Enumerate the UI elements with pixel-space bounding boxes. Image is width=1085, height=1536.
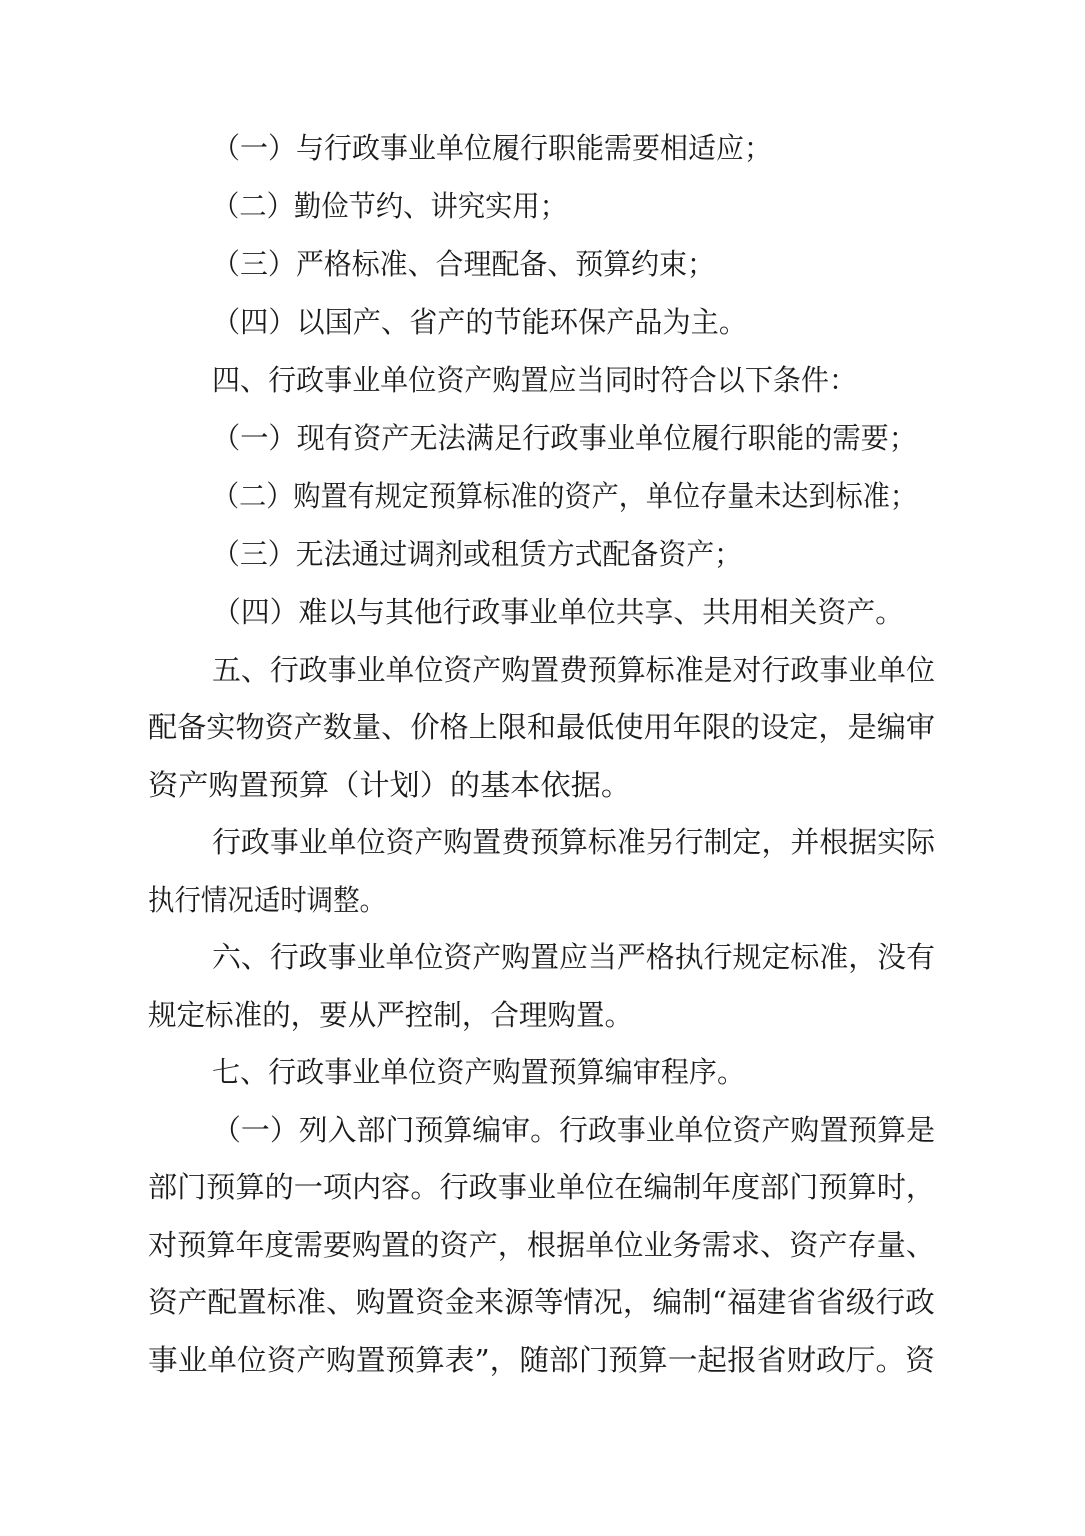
text-line: 资产配置标准、购置资金来源等情况，编制“福建省省级行政 — [148, 1285, 935, 1319]
text-line: 执行情况适时调整。 — [148, 883, 387, 917]
text-line: 资产购置预算（计划）的基本依据。 — [148, 768, 632, 802]
text-line: 六、行政事业单位资产购置应当严格执行规定标准，没有 — [212, 940, 936, 974]
text-line: 七、行政事业单位资产购置预算编审程序。 — [212, 1055, 746, 1089]
text-line: 配备实物资产数量、价格上限和最低使用年限的设定，是编审 — [148, 710, 936, 744]
text-line: 部门预算的一项内容。行政事业单位在编制年度部门预算时， — [148, 1170, 936, 1204]
text-line: 五、行政事业单位资产购置费预算标准是对行政事业单位 — [212, 653, 936, 687]
text-line: （一）现有资产无法满足行政事业单位履行职能的需要； — [212, 421, 918, 455]
text-line: （一）与行政事业单位履行职能需要相适应； — [212, 131, 773, 165]
text-line: （二）购置有规定预算标准的资产，单位存量未达到标准； — [212, 479, 918, 513]
text-line: （三）无法通过调剂或租赁方式配备资产； — [212, 537, 743, 571]
text-line: （四）难以与其他行政事业单位共享、共用相关资产。 — [212, 595, 905, 629]
text-line: 规定标准的，要从严控制，合理购置。 — [148, 998, 634, 1032]
text-line: （三）严格标准、合理配备、预算约束； — [212, 247, 716, 281]
text-line: （一）列入部门预算编审。行政事业单位资产购置预算是 — [212, 1113, 936, 1147]
text-line: （四）以国产、省产的节能环保产品为主。 — [212, 305, 748, 339]
text-line: 四、行政事业单位资产购置应当同时符合以下条件： — [212, 363, 858, 397]
text-line: 对预算年度需要购置的资产，根据单位业务需求、资产存量、 — [148, 1228, 936, 1262]
text-line: （二）勤俭节约、讲究实用； — [212, 189, 568, 223]
text-line: 事业单位资产购置预算表”，随部门预算一起报省财政厅。资 — [148, 1343, 935, 1377]
text-line: 行政事业单位资产购置费预算标准另行制定，并根据实际 — [212, 825, 936, 859]
